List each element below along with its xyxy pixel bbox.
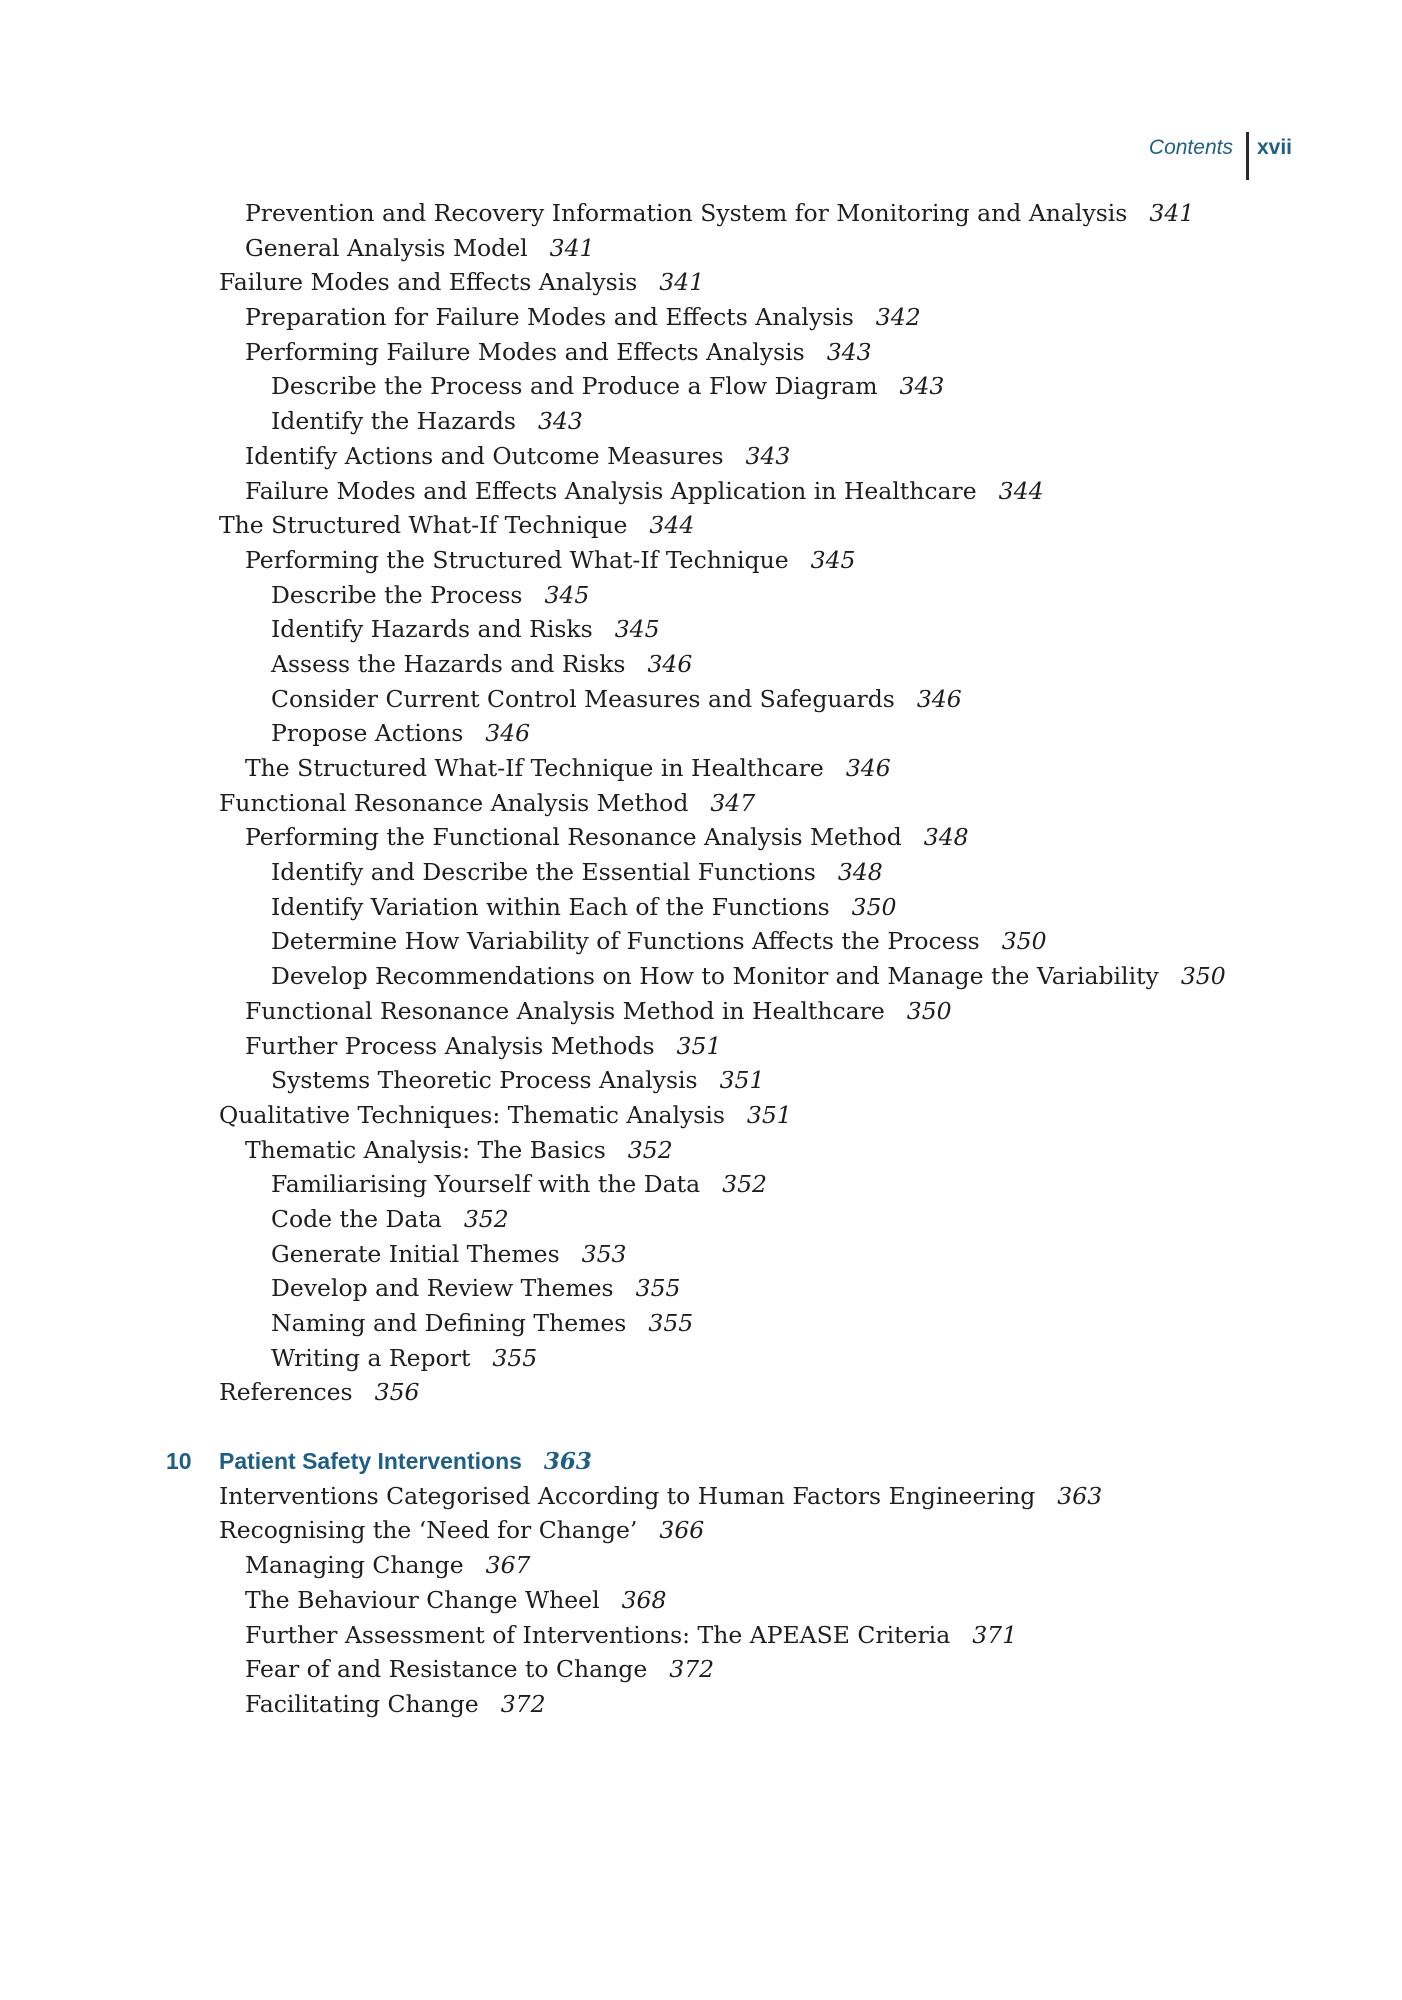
toc-entry-page: 350 [1180, 962, 1226, 991]
toc-entry-page: 344 [649, 511, 695, 540]
toc-entry-page: 343 [537, 407, 583, 436]
toc-entry-title: Performing Failure Modes and Effects Analysis [245, 337, 805, 366]
toc-entry [0, 1583, 1300, 1618]
toc-entry [0, 994, 1300, 1029]
toc-entry-title: Familiarising Yourself with the Data [271, 1170, 701, 1199]
toc-entry [0, 404, 1300, 439]
toc-entry-title: Failure Modes and Effects Analysis [219, 268, 638, 297]
toc-entry-page: 355 [492, 1343, 538, 1372]
toc-entry-title: Identify the Hazards [271, 407, 516, 436]
toc-entry [0, 231, 1300, 266]
toc-entry-page: 345 [614, 615, 660, 644]
toc-entry-page: 372 [500, 1689, 546, 1718]
toc-entry-page: 346 [485, 719, 531, 748]
toc-entry-page: 341 [1149, 199, 1195, 227]
toc-entry-title: Preparation for Failure Modes and Effects Analysis [245, 303, 854, 332]
toc-entry-title: Qualitative Techniques: Thematic Analysis [219, 1100, 725, 1129]
toc-entry-page: 341 [549, 233, 595, 262]
toc-entry [0, 751, 1300, 786]
toc-entry [0, 369, 1300, 404]
toc-entry-page: 350 [1001, 927, 1047, 956]
toc-entry-page: 351 [746, 1100, 792, 1129]
toc-entry-title: Describe the Process [271, 580, 523, 609]
toc-entry-title: Propose Actions [271, 719, 464, 748]
toc-entry [0, 508, 1300, 543]
toc-entry [0, 1479, 1300, 1514]
toc-entry-title: Failure Modes and Effects Analysis Application in Healthcare [245, 476, 977, 505]
toc-entry-title: Describe the Process and Produce a Flow Diagram [271, 372, 878, 401]
toc-entry-page: 346 [647, 649, 693, 678]
toc-entry-page: 350 [906, 996, 952, 1025]
toc-entry [0, 612, 1300, 647]
toc-entry-title: Develop and Review Themes [271, 1274, 614, 1303]
toc-entry-title: The Structured What-If Technique [219, 511, 628, 540]
toc-entry [0, 439, 1300, 474]
toc-entries-before [0, 196, 1300, 1410]
toc-entry-page: 351 [676, 1031, 722, 1060]
chapter-spacer [0, 1410, 1300, 1444]
toc-entry [0, 300, 1300, 335]
toc-entry-page: 343 [826, 337, 872, 366]
toc-entry [0, 959, 1300, 994]
running-head-section: Contents [1148, 136, 1233, 159]
toc-entry-title: Identify Variation within Each of the Functions [271, 892, 830, 921]
chapter-title: Patient Safety Interventions [219, 1448, 522, 1475]
toc-entry-page: 355 [648, 1309, 694, 1337]
toc-entry-title: Identify and Describe the Essential Functions [271, 858, 816, 887]
toc-entry [0, 682, 1300, 717]
toc-entry-page: 368 [621, 1585, 667, 1614]
toc-entry-title: Generate Initial Themes [271, 1239, 560, 1268]
toc-entry [0, 1029, 1300, 1064]
toc-entry [0, 265, 1300, 300]
toc-entry-page: 347 [710, 788, 756, 817]
toc-entry [0, 196, 1300, 231]
toc-entry [0, 1687, 1300, 1722]
toc-entry [0, 1652, 1300, 1687]
toc-entry-title: The Behaviour Change Wheel [245, 1585, 600, 1614]
toc-entry [0, 716, 1300, 751]
toc-entry [0, 786, 1300, 821]
toc-entry [0, 1341, 1300, 1376]
toc-entry-page: 348 [837, 858, 883, 887]
toc-entry-page: 371 [972, 1620, 1018, 1649]
toc-entry-title: Fear of and Resistance to Change [245, 1655, 648, 1684]
toc-entry [0, 1063, 1300, 1098]
toc-entry-title: Identify Actions and Outcome Measures [245, 441, 724, 470]
toc-entry-page: 346 [916, 684, 962, 713]
toc-entry-title: Performing the Functional Resonance Analysis Method [245, 823, 902, 852]
toc-entry-page: 341 [659, 268, 705, 297]
toc-entry-page: 356 [374, 1378, 420, 1407]
toc-entry-title: Further Process Analysis Methods [245, 1031, 655, 1060]
toc-entry-title: General Analysis Model [245, 233, 528, 262]
toc-entry [0, 1237, 1300, 1272]
toc-entry-page: 343 [899, 372, 945, 401]
toc-entry [0, 820, 1300, 855]
toc-entry-page: 366 [659, 1516, 705, 1545]
toc-entry-title: Performing the Structured What-If Technique [245, 545, 789, 574]
toc-entry-page: 372 [669, 1655, 715, 1684]
toc-entry [0, 1098, 1300, 1133]
toc-entry-title: References [219, 1378, 353, 1407]
toc-entry [0, 890, 1300, 925]
toc-entry [0, 474, 1300, 509]
toc-entry [0, 924, 1300, 959]
toc-entry-page: 345 [810, 545, 856, 574]
chapter-number: 10 [166, 1448, 192, 1475]
toc-entry [0, 1375, 1300, 1410]
toc-entry-page: 342 [875, 303, 921, 332]
running-head-page-number: xvii [1256, 136, 1292, 159]
toc-entry-title: Recognising the ‘Need for Change’ [219, 1516, 638, 1545]
toc-entry-page: 367 [485, 1551, 531, 1580]
toc-entry [0, 1618, 1300, 1653]
toc-entry-page: 346 [845, 754, 891, 782]
toc-entry [0, 1133, 1300, 1168]
toc-entry [0, 1548, 1300, 1583]
toc-entry-title: Writing a Report [271, 1343, 471, 1372]
toc-entry [0, 335, 1300, 370]
toc-entry [0, 647, 1300, 682]
toc-entry-title: Consider Current Control Measures and Safeguards [271, 684, 895, 713]
toc-entry-title: Code the Data [271, 1204, 442, 1233]
toc-entry-page: 344 [998, 476, 1044, 505]
toc-entry-title: Naming and Defining Themes [271, 1309, 627, 1337]
toc-entry [0, 1513, 1300, 1548]
toc-entry-page: 345 [544, 580, 590, 609]
toc-entry-title: Determine How Variability of Functions Affects the Process [271, 927, 980, 956]
toc-entry-title: Identify Hazards and Risks [271, 615, 593, 644]
toc-entry-title: Further Assessment of Interventions: The APEASE Criteria [245, 1620, 951, 1649]
toc-entry-page: 352 [627, 1135, 673, 1164]
toc-entry-title: Interventions Categorised According to Human Factors Engineering [219, 1481, 1036, 1510]
toc-entry [0, 855, 1300, 890]
toc-entry-page: 353 [581, 1239, 627, 1268]
toc-entry-title: Systems Theoretic Process Analysis [271, 1066, 698, 1095]
toc-entry-page: 351 [719, 1066, 765, 1095]
toc-entry-page: 352 [463, 1204, 509, 1233]
toc-entry-title: Functional Resonance Analysis Method [219, 788, 689, 817]
toc-entry-title: Managing Change [245, 1551, 464, 1580]
toc-entry [0, 1202, 1300, 1237]
toc-entry [0, 1306, 1300, 1341]
toc-entry-page: 343 [745, 441, 791, 470]
chapter-page: 363 [543, 1448, 592, 1476]
toc-entry-title: The Structured What-If Technique in Healthcare [245, 754, 824, 782]
toc-entries-after [0, 1479, 1300, 1722]
toc-entry [0, 578, 1300, 613]
chapter-title-line [219, 1444, 592, 1480]
toc-entry-title: Facilitating Change [245, 1689, 479, 1718]
toc-entry-title: Thematic Analysis: The Basics [245, 1135, 606, 1164]
toc-entry-page: 352 [722, 1170, 767, 1199]
toc-entry-page: 355 [635, 1274, 681, 1303]
toc-entry [0, 543, 1300, 578]
toc-entry-title: Assess the Hazards and Risks [271, 649, 626, 678]
toc-entry-page: 363 [1057, 1481, 1103, 1510]
toc-entry-page: 348 [923, 823, 969, 852]
toc-entry [0, 1167, 1300, 1202]
toc-entry [0, 1271, 1300, 1306]
table-of-contents [0, 196, 1300, 1722]
toc-entry-title: Prevention and Recovery Information System for Monitoring and Analysis [245, 199, 1128, 227]
toc-entry-page: 350 [851, 892, 897, 921]
toc-entry-title: Develop Recommendations on How to Monitor and Manage the Variability [271, 962, 1159, 991]
chapter-heading [0, 1444, 1300, 1479]
toc-entry-title: Functional Resonance Analysis Method in Healthcare [245, 996, 885, 1025]
running-head [1149, 132, 1292, 180]
